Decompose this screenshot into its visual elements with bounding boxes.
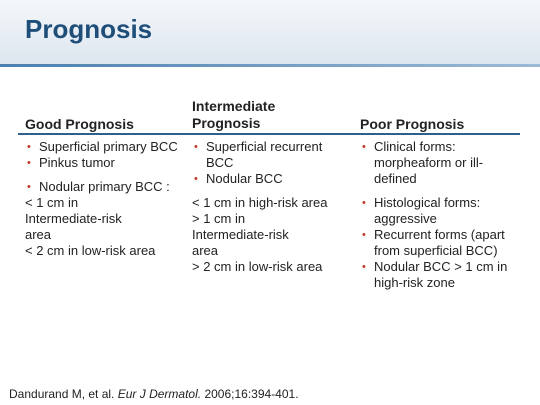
intermediate-line: < 1 cm in high-risk area: [192, 195, 328, 210]
list-item: • Clinical forms: morpheaform or ill-defined: [360, 139, 520, 187]
nodular-line: area: [25, 227, 52, 242]
intermediate-line: Intermediate-risk: [192, 227, 289, 242]
list-item: • Nodular BCC: [192, 171, 344, 187]
list-item: • Histological forms: aggressive: [360, 195, 520, 227]
poor-prognosis-column: [360, 139, 520, 291]
list-item: • Pinkus tumor: [25, 155, 183, 171]
intermediate-heading-line1: Intermediate: [192, 98, 276, 114]
citation: [9, 387, 299, 401]
intermediate-prognosis-column: [192, 139, 344, 275]
list-item: • Recurrent forms (apart from superficial BCC): [360, 227, 520, 259]
list-item: • Nodular primary BCC :: [25, 179, 183, 195]
list-item: • Nodular BCC > 1 cm in high-risk zone: [360, 259, 520, 291]
intermediate-prognosis-heading: [192, 98, 275, 132]
good-prognosis-column: [25, 139, 183, 259]
good-prognosis-heading: Good Prognosis: [25, 116, 134, 132]
citation-journal: Eur J Dermatol.: [117, 387, 202, 401]
intermediate-line: > 1 cm in: [192, 211, 246, 226]
table-header-rule: [18, 133, 520, 135]
citation-details: 2006;16:394-401.: [204, 387, 299, 401]
intermediate-heading-line2: Prognosis: [192, 115, 261, 131]
nodular-line: < 2 cm in low-risk area: [25, 243, 156, 258]
citation-authors: Dandurand M, et al.: [9, 387, 115, 401]
nodular-line: Intermediate-risk: [25, 211, 122, 226]
list-item: • Superficial recurrent BCC: [192, 139, 344, 171]
poor-prognosis-heading: Poor Prognosis: [360, 116, 465, 132]
list-item: • Superficial primary BCC: [25, 139, 183, 155]
title-bar: [0, 0, 540, 64]
title-divider: [0, 64, 540, 67]
nodular-line: < 1 cm in: [25, 195, 79, 210]
slide-title: Prognosis: [25, 14, 153, 44]
intermediate-line: area: [192, 243, 219, 258]
intermediate-line: > 2 cm in low-risk area: [192, 259, 323, 274]
